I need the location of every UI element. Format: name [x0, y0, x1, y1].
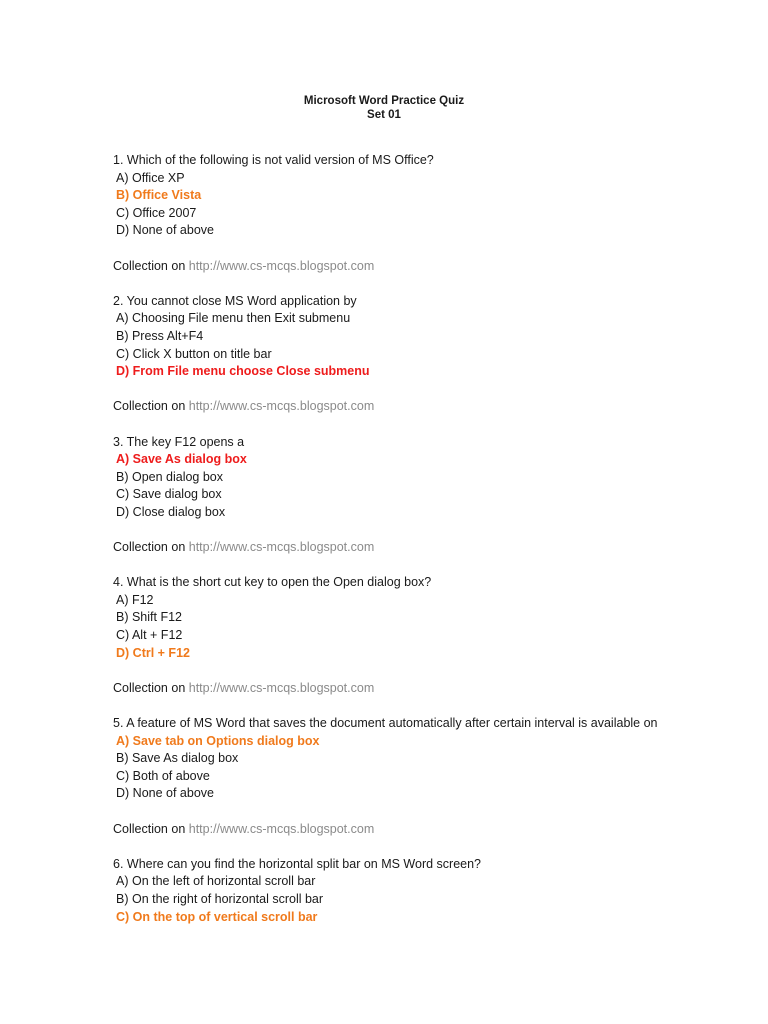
- collection-prefix: Collection on: [113, 821, 186, 836]
- collection-link[interactable]: http://www.cs-mcqs.blogspot.com: [188, 821, 375, 836]
- answer-option: D) None of above: [116, 223, 214, 238]
- answer-option: C) Alt + F12: [116, 628, 183, 643]
- answer-option-correct: C) On the top of vertical scroll bar: [116, 909, 318, 924]
- answer-option: B) Save As dialog box: [116, 751, 239, 766]
- question-2: [113, 293, 683, 416]
- collection-link[interactable]: http://www.cs-mcqs.blogspot.com: [188, 540, 375, 555]
- question-text: 4. What is the short cut key to open the Open dialog box?: [113, 575, 432, 590]
- collection-prefix: Collection on: [113, 680, 186, 695]
- collection-line: [113, 258, 683, 276]
- answer-option: C) Save dialog box: [116, 487, 222, 502]
- collection-line: [113, 821, 683, 839]
- question-text: 6. Where can you find the horizontal split bar on MS Word screen?: [113, 856, 482, 871]
- title-block: [0, 94, 768, 122]
- document-title: Microsoft Word Practice Quiz: [303, 95, 465, 107]
- answer-option: D) Close dialog box: [116, 504, 226, 519]
- question-5: [113, 715, 683, 838]
- answer-option: C) Office 2007: [116, 205, 197, 220]
- answer-option: A) F12: [116, 592, 154, 607]
- question-text: 3. The key F12 opens a: [113, 434, 245, 449]
- answer-option: B) Press Alt+F4: [116, 328, 204, 343]
- answer-option: C) Both of above: [116, 768, 210, 783]
- answer-option: B) Shift F12: [116, 610, 182, 625]
- quiz-content: [113, 152, 683, 944]
- answer-option: A) Office XP: [116, 170, 185, 185]
- answer-option-correct: D) From File menu choose Close submenu: [116, 364, 370, 379]
- collection-link[interactable]: http://www.cs-mcqs.blogspot.com: [188, 680, 375, 695]
- answer-option: C) Click X button on title bar: [116, 346, 272, 361]
- answer-option: A) On the left of horizontal scroll bar: [116, 874, 316, 889]
- collection-link[interactable]: http://www.cs-mcqs.blogspot.com: [188, 258, 375, 273]
- question-text: 1. Which of the following is not valid version of MS Office?: [113, 153, 434, 167]
- answer-option: D) None of above: [116, 786, 214, 801]
- answer-option-correct: A) Save As dialog box: [116, 452, 247, 467]
- question-1: [113, 152, 683, 275]
- answer-option-correct: B) Office Vista: [116, 188, 202, 203]
- question-3: [113, 434, 683, 557]
- collection-line: [113, 539, 683, 557]
- collection-link[interactable]: http://www.cs-mcqs.blogspot.com: [188, 399, 375, 414]
- question-text: 5. A feature of MS Word that saves the document automatically after certain interval is available on: [113, 716, 658, 730]
- answer-option-correct: D) Ctrl + F12: [116, 645, 190, 660]
- collection-prefix: Collection on: [113, 399, 186, 414]
- collection-line: [113, 680, 683, 698]
- collection-line: [113, 398, 683, 416]
- collection-prefix: Collection on: [113, 540, 186, 555]
- collection-prefix: Collection on: [113, 258, 186, 273]
- document-subtitle: Set 01: [367, 109, 401, 121]
- question-6: [113, 856, 683, 926]
- answer-option: B) On the right of horizontal scroll bar: [116, 891, 324, 906]
- answer-option: B) Open dialog box: [116, 469, 224, 484]
- question-text: 2. You cannot close MS Word application by: [113, 293, 357, 308]
- answer-option-correct: A) Save tab on Options dialog box: [116, 733, 320, 748]
- question-4: [113, 574, 683, 697]
- answer-option: A) Choosing File menu then Exit submenu: [116, 311, 351, 326]
